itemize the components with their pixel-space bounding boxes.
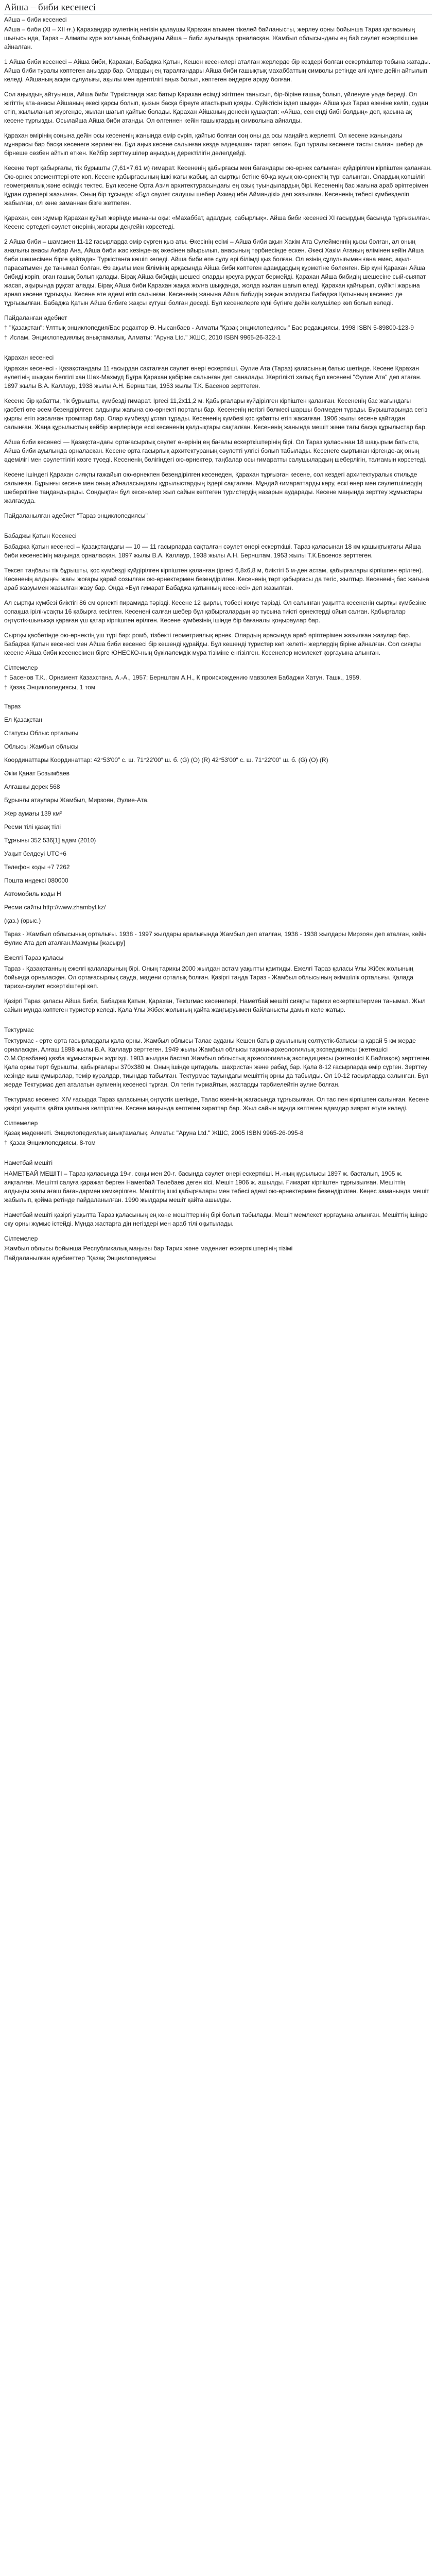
infobox-line: Жер аумағы 139 км² (4, 810, 62, 817)
section-paragraph: Кесене бір қабатты, тік бұрышты, күмбезді ғимарат. Іргесі 11,2x11,2 м. Қабырғалары күйдірілген кірпіштен қаланған. Кесененің бас жағындағы қасбеті өте әсем безендірілген: алдыңғы жағына ою-өрнекті порталы бар. Кесененің негізгі бөлмесі шаршы бөлмеден тұрады. Бұрыштарында сегіз қырлы етіп жасалған тромптар бар. Олар күмбезді ұстап тұрады. Кесененің күмбезі қос қабатты етіп жасалған. 1906 жылы кесене қайтадан салынған. Жаңа құрылыстың кейбір жерлерінде ескі кесененің қалдықтары сақталған. Кесененің жанында мешіт және тағы басқа құрылыстар бар. (4, 397, 428, 431)
source-item: † "Қазақстан": Ұлттық энциклопедия/Бас редактор Ә. Нысанбаев - Алматы "Қазақ энциклопедиясы" Бас редакциясы, 1998 ISBN 5-89800-123-9 (4, 324, 414, 331)
infobox-line: Телефон коды +7 7262 (4, 863, 70, 871)
infobox-line: Облысы Жамбыл облысы (4, 743, 79, 750)
section-heading: Қарахан кесенесі (4, 354, 54, 361)
official-site-link[interactable]: Ресми сайты http://www.zhambyl.kz/ (4, 904, 106, 911)
section-paragraph: Қарахан кесенесі - Қазақстандағы 11 ғасырдан сақталған сәулет өнері ескерткіші. Әулие Ата (Тараз) қаласының батыс шетінде. Кесене Қарахан әулетінің шыққан белгілі хан Шах-Махмуд Бұғра Қарахан қабіріне салынған деп саналады. Жергілікті халық бұл кесенені "Әулие Ата" деп атаған. 1897 жылы В.А. Каллаур, 1938 жылы А.Н. Бернштам, 1953 жылы Т.К. Басенов зерттеген. (4, 365, 422, 389)
tekturmas-section (4, 1026, 432, 1147)
section-paragraph: Тараз - Жамбыл облысының орталығы. 1938 - 1997 жылдары аралығында Жамбыл деп аталған, 1936 - 1938 жылдары Мирзоян деп аталған, кейін Әулие Ата деп аталған.Мазмұны [жасыру] (4, 930, 427, 946)
source-item: Қазақ мәдениеті. Энциклопедиялық анықтамалық. Алматы: "Аруна Ltd." ЖШС, 2005 ISBN 9965-26-095-8 (4, 1129, 304, 1137)
source-item: † Басенов Т.К., Орнамент Казахстана. А.-А., 1957; Бернштам А.Н., К происхождению мавзолея Бабаджи Хатун. Ташк., 1959. (4, 674, 361, 681)
intro-paragraph: Айша – биби (XI – XII ғғ.) Қарахандар әулетінің негізін қалаушы Қарахан атымен тікелей байланысты, жерлеу орны бойынша Тараз қаласының шығысында, Тараз – Алматы күре жолының бойындағы Айша – биби ауылында орналасқан. Жамбыл облысындағы ең бай сәулет ескерткішіне айналған. (4, 26, 418, 50)
intro-paragraph: Кесене төрт қабырғалы, тік бұрышты (7,61×7,61 м) ғимарат. Кесененің қабырғасы мен бағандары ою-өрнек салынған күйдірілген кірпіштен қаланған. Ою-өрнек элементтері өте көп. Кесене қабырғасының ішкі жағы жабық, ал сыртқы бетіне 60-қа жуық ою-өрнектің түрі салынған. Олардың көпшілігі геометриялық және өсімдік тектес. Бұл кесене Орта Азия архитектурасындағы ең озық туындылардың бірі. Кесененің бас жағына араб әріптерімен Құран сүрелері жазылған. Оның бір тұсында: «Бұл сәулет салушы шебер Ахмед ибн Аймандікі» деп жазылған. Кесененің төбесі күмбезделіп жабылған, ол көне заманнан бізге жетпеген. (4, 164, 432, 207)
sources-heading: Сілтемелер (4, 1120, 38, 1127)
section-paragraph: Айша биби кесенесі — Қазақстандағы ортағасырлық сәулет өнерінің ең бағалы ескерткіштерінің бірі. Ол Тараз қаласынан 18 шақырым батыста, Айша биби ауылында орналасқан. Кесене орта ғасырлық архитектураның сәулетті үлгісі болып табылады. Кесенеге сыртынан кіргенде-ақ оның әдемілігі мен сәулеттілігі көзге түседі. Кесененің бөлігіндегі ою-өрнектер, таңбалар осы ғимаратты салушылардың шеберлігін, талғамын көрсетеді. (4, 438, 427, 463)
source-item: Пайдаланылған әдебиет "Тараз энциклопедиясы" (4, 512, 148, 519)
section-paragraph: Тектурмас кесенесі ХІV ғасырда Тараз қаласының оңтүстік шетінде, Талас өзенінің жағасында тұрғызылған. Ол тас пен кірпіштен салынған. Кесене қазіргі уақытта қайта қалпына келтірілген. Кесене маңында көптеген зираттар бар. Жыл сайын мұнда көптеген адамдар зиярат етуге келеді. (4, 1096, 429, 1112)
namet-section (4, 1159, 432, 1263)
section-paragraph: Қазіргі Тараз қаласы Айша Биби, Бабаджа Қатын, Қарахан, Текturмас кесенелері, Наметбай мешіті сияқты тарихи ескерткіштермен танымал. Жыл сайын мұнда көптеген туристер келеді. Қала Ұлы Жібек жолының қайта жаңғыруымен байланысты дамып келе жатыр. (4, 997, 426, 1013)
section-paragraph: Тектурмас - ерте орта ғасырлардағы қала орны. Жамбыл облысы Талас ауданы Кешен батыр ауылының солтүстік-батысына қарай 5 км жерде орналасқан. Алғаш 1898 жылы В.А. Каллаур зерттеген. 1949 жылы Жамбыл облысы тарихи-археологиялық экспедициясы (жетекшісі Ә.М.Оразбаев) қазба жұмыстарын жүргізді. 1983 жылдан бастап Жамбыл облыстық археологиялық экспедициясы (жетекшісі К.Байпақов) зерттеген. Қала орны төрт бұрышты, қабырғалары 370x380 м. Оның ішінде цитадель, шахристан және рабад бар. Қала 8-12 ғасырларда өмір сүрген. Зерттеу кезінде қыш құмыралар, темір құралдар, тиындар табылған. Тектурмас тауындағы мешіттің орны да табылды. Ол 10-12 ғасырларда салынған. Бұл жерде Тектурмас деп аталатын әулиенің кесенесі тұрған. Ол тегін түрмайтын, жастарды тәрбиелейтін әулие болған. (4, 1037, 431, 1088)
section-paragraph: НАМЕТБАЙ МЕШІТІ – Тараз қаласында 19-ғ. соңы мен 20-ғ. басында сәулет өнері ескерткіші. Н.-ның құрылысы 1897 ж. басталып, 1905 ж. аяқталған. Мешітті салуға қаражат берген Наметбай Төлебаев деген кісі. Мешіт 1906 ж. ашылды. Ғимарат кірпіштен тұрғызылған. Мешіттің алдыңғы жағы ағаш бағандармен көмкерілген. Мешіттің ішкі қабырғалары мен төбесі әдемі ою-өрнектермен безендірілген. Кеңес заманында мешіт жабылып, қойма ретінде пайдаланылған. 1990 жылдары мешіт қайта ашылды. (4, 1170, 429, 1204)
source-item: † Қазақ Энциклопедиясы, 1 том (4, 684, 96, 691)
page-title: Айша – биби кесенесі (4, 2, 432, 14)
page-subtitle: Айша – биби кесенесі (4, 16, 67, 23)
babadzha-section (4, 532, 432, 692)
infobox-line: Ресми тілі қазақ тілі (4, 823, 61, 831)
sources-heading: Сілтемелер (4, 1235, 38, 1242)
section-paragraph: Сыртқы қасбетінде ою-өрнектің үш түрі бар: ромб, тізбекті геометриялық өрнек. Олардың арасында араб әріптерімен жазылған жазулар бар. Бабаджа Қатын кесенесі мен Айша биби кесенесі бір кешенді құрайды. Бұл кешенді туристер көп келетін жерлердің біріне айналған. Сол сияқты кесене Айша биби кесенесімен бірге ЮНЕСКО-ның бүкіләлемдік мұра тізіміне енгізілген. Кесенелер мемлекет қорғауына алынған. (4, 632, 421, 656)
article-page (0, 0, 436, 1263)
intro-paragraph: 2 Айша биби – шамамен 11-12 ғасырларда өмір сүрген қыз аты. Өкесінің есімі – Айша биби ақын Хакім Ата Сүлейменнің қызы болған, ал оның аналығы анасы Анбар Ана, Айша биби жас кезінде-ақ әкесінен айырылып, анасының тәрбиесінде өскен. Әкесі Хакім Атаның өлімінен кейін Айша биби шешесімен бірге қайтадан Түркістанға көшіп келеді. Айша биби өте сұлу әрі білімді қыз болған. Ол өзінің сұлулығымен ғана емес, ақыл-парасатымен де танымал болған. Өз ақылы мен білімінің арқасында Айша биби көптеген адамдардың құрметіне бөленген. Бір күні Қарахан Айша бибиді көріп, оған ғашық болып қалады. Бірақ Айша бибидің шешесі оларды қосуға рұқсат бермейді. Қарахан Айша бибидің шешесіне сый-сыяпат жасап, ақырында рұқсат алады. Бірақ Айша биби Қарахан жаққа жолға шыққанда, жолда жылан шағып өледі. Қарахан қайғырып, сүйікті жарына арнап кесене тұрғызды. Кесене өте әдемі етіп салынған. Кесененің жанына Айша бибидің жақын жолдасы Бабаджа Қатынның кесенесі де тұрғызылған. Бабаджа Қатын Айша бибиге жақсы күтуші болған деседі. Бұл кесенелерге күні бүгінге дейін келушілер көп болып келеді. (4, 238, 426, 307)
intro-paragraph: Сол аңыздың айтуынша, Айша биби Түркістанда жас батыр Қарахан есімді жігітпен танысып, бір-біріне ғашық болып, үйленуге уәде береді. Ол жігіттің ата-анасы Айшаның әкесі қарсы болып, қызын басқа біреуге атастырып қояды. Сүйіктісін іздеп шыққан Айша қыз Тараз өзеніне келіп, судан өтіп, жылыланып жүргенде, жылан шағып қайтыс болады. Қарахан Айшаның денесін құшақтап: «Айша, сен енді бибі болдың» деп, қасына ақ кесене тұрғызды. Осылайша Айша биби атанды. Ол өлгеннен кейін ғашықтардың символына айналды. (4, 91, 428, 124)
source-item: Жамбыл облысы бойынша Республикалық маңызы бар Тарих және мәдениет ескерткіштерінің тізімі (4, 1245, 293, 1252)
infobox-line: Әкім Қанат Бозымбаев (4, 770, 70, 777)
intro-section (4, 25, 432, 342)
sources-heading: Сілтемелер (4, 664, 38, 671)
source-item: Пайдаланылған әдебиеттер "Қазақ Энциклопедиясы (4, 1255, 156, 1262)
infobox-line: Алғашқы дерек 568 (4, 783, 60, 790)
infobox-line: Ел Қазақстан (4, 716, 42, 723)
karakhan-section (4, 353, 432, 520)
source-item: † Қазақ Энциклопедиясы, 8-том (4, 1139, 96, 1146)
section-paragraph: Бабаджа Қатын кесенесі – Қазақстандағы — 10 — 11 ғасырларда сақталған сәулет өнері ескерткіші. Тараз қаласынан 18 км қашықтықтағы Айша биби кесенесінің маңында орналасқан. 1897 жылы В.А. Каллаур, 1938 жылы А.Н. Бернштам, 1953 жылы Т.К.Басенов зерттеген. (4, 543, 421, 559)
section-paragraph: Ал сыртқы күмбезі биіктігі 86 см өрнекті пирамида тәрізді. Кесене 12 қырлы, төбесі конус тәрізді. Ол салынған уақытта кесененің сыртқы күмбезіне сопақша ірілі-ұсақты 16 қабырға кесілген. Кесенені салған шебер бұл қабырғалардың әр тұсына тиісті өрнектерді ойып салған. Қабырғалар оңтүстік-шығысқа қараған үш қатар кірпішпен өрілген. Кесене күмбезінің ішінде бір бағаналы қоңыраулар бар. (4, 599, 427, 624)
intro-paragraph: Қарахан өмірінің соңына дейін осы кесененің жанында өмір сүріп, қайтыс болған соң оны да осы маңайға жерлепті. Ол кесене жанындағы мұнарасы бар басқа кесенеге жерленген. Бұл аңыз кесене салынған кезде әлдеқашан тарап кеткен. Бұл туралы кесенеге тасты салған шебер де бірнеше сөзбен айтып өткен. Кейбір зерттеушілер аңыздың деректілігін дәлелдейді. (4, 132, 423, 157)
section-paragraph: Тараз - Қазақстанның ежелгі қалаларының бірі. Оның тарихы 2000 жылдан астам уақытты қамтиды. Ежелгі Тараз қаласы Ұлы Жібек жолының бойында орналасқан. Ол ортағасырлық сауда, мәдени орталық болған. Қазіргі таңда Тараз - Жамбыл облысының әкімшілік орталығы. Қалада тарихи-сәулет ескерткіштері көп. (4, 965, 413, 990)
section-heading: Наметбай мешіті (4, 1159, 53, 1166)
infobox-line: Автомобиль коды Н (4, 890, 61, 897)
intro-paragraph: 1 Айша биби кесенесі – Айша биби, Қарахан, Бабаджа Қатын, Кешен кесенелері аталған жерлерде бір кездері болған ескерткіштер тобына жатады. Айша биби туралы көптеген аңыздар бар. Олардың ең таралғандары Айша биби ғашықтық махаббаттың символы ретінде әлі күнге дейін айтылып келеді. Айшаның асқан сұлулығы, ақылы мен әдептілігі аңыз болып, көптеген әндерге арқау болған. (4, 58, 431, 83)
section-paragraph: Тексеп таңбалы тік бұрышты, қос күмбезді күйдірілген кірпіштен қаланған (іргесі 6,8x6,8 м, биіктігі 5 м-ден астам, қабырғалары кірпішпен өрілген). Кесененің алдыңғы жағы жоғары қарай созылған ою-өрнектермен безендірілген. Кесененің төрт қабырғасы да тегіс, жылтыр. Кесененің бас жағына араб жазуымен жазылған жазу бар. Онда «Бұл ғимарат Бабаджа қатынның кесенесі» деп жазылған. (4, 567, 429, 591)
infobox-line: Пошта индексі 080000 (4, 877, 68, 884)
intro-paragraph: Қарахан, сен жұмыр Қарахан құйып жерінде мынаны оқы: «Махаббат, адалдық, сабырлық». Айша биби кесенесі ХІ ғасырдың басында тұрғызылған. Кесене ертедегі сәулет өнерінің жоғары деңгейін көрсетеді. (4, 214, 431, 230)
infobox-line: Уақыт белдеуі UTC+6 (4, 850, 66, 857)
sources-heading: Пайдаланған әдебиет (4, 314, 67, 321)
source-item: † Ислам. Энциклопедиялық анықтамалық. Алматы: "Аруна Ltd." ЖШС, 2010 ISBN 9965-26-322-1 (4, 334, 281, 341)
infobox-line: Статусы Облыс орталығы (4, 730, 79, 737)
section-paragraph: Кесене ішіндегі Қарахан сияқты ғажайып ою-өрнекпен безендірілген кесенеден, Қарахан тұрғызған кесене, сол кездегі архитектуралық стильде салынған. Бұрынғы кесене мен оның айналасындағы құрылыстардың іздері сақталған. Мұндай ғимараттарды көру, ескі өнер мен сәулетшілердің шеберлігіне таңдандырады. Сондықтан бұл кесенелер жыл сайын көптеген туристердің назарын аударады. Кесене маңында зерттеу жұмыстары жалғасуда. (4, 471, 423, 504)
infobox-line: Бұрынғы атаулары Жамбыл, Мирзоян, Әулие-Ата. (4, 796, 149, 804)
taraz-infobox (4, 702, 432, 1014)
infobox-line: Тұрғыны 352 536[1] адам (2010) (4, 837, 96, 844)
infobox-coordinates[interactable]: Координаттары Координаттар: 42°53′00″ с. ш. 71°22′00″ ш. б. (G) (O) (R) 42°53′00″ с. ш. 71°22′00″ ш. б. (G) (O) (R) (4, 756, 328, 764)
section-heading: Бабаджы Қатын Кесенесі (4, 532, 77, 539)
infobox-line: (қаз.) (орыс.) (4, 917, 41, 924)
section-heading: Тектурмас (4, 1026, 34, 1033)
section-paragraph: Наметбай мешіті қазіргі уақытта Тараз қаласының ең көне мешіттерінің бірі болып табылады. Мешіт мемлекет қорғауына алынған. Мешіттің ішінде оқу орны жұмыс істейді. Мұнда жастарға дін негіздері мен араб тілі оқытылады. (4, 1211, 428, 1227)
infobox-line: Тараз (4, 703, 21, 710)
section-heading: Ежелгі Тараз қаласы (4, 954, 64, 961)
